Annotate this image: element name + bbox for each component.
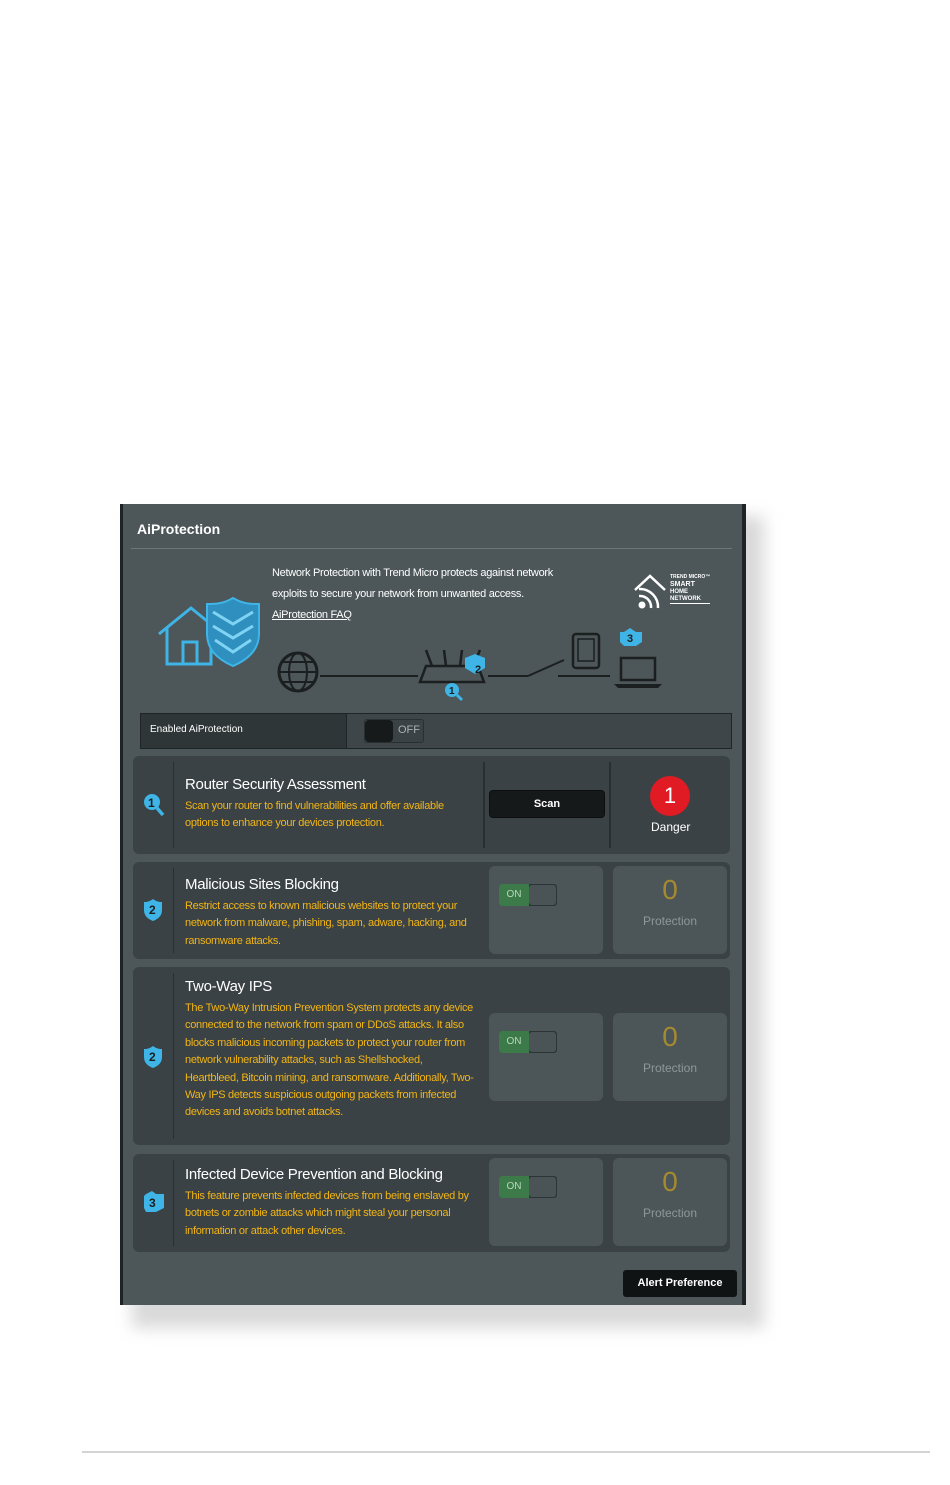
svg-text:3: 3 <box>627 633 634 645</box>
svg-text:1: 1 <box>148 796 155 810</box>
protection-stat-box <box>613 1158 727 1246</box>
svg-text:2: 2 <box>475 664 482 676</box>
infected-device-prevention-card <box>133 1154 730 1252</box>
tablet-icon <box>573 634 599 668</box>
svg-text:2: 2 <box>149 1050 156 1064</box>
infected-device-toggle[interactable] <box>499 1176 557 1198</box>
svg-text:3: 3 <box>149 1196 156 1210</box>
feature-description: The Two-Way Intrusion Prevention System protects any device connected to the network from spam or DDoS attacks. It also blocks malicious incoming packets to protect your router from network vulnerability attacks, such as Shellshocked, Heartbleed, Bitcoin mining, and ransomware. Additionally, Two-Way IPS detects suspicious outgoing packets from infected devices and avoids botnet attacks. <box>185 1002 474 1119</box>
protection-label: Protection <box>642 1061 698 1075</box>
device-badge-icon <box>142 1190 166 1214</box>
column-divider <box>609 762 611 848</box>
logo-line-1: TREND MICRO™ <box>670 574 711 580</box>
toggle-knob <box>529 1177 556 1197</box>
intro-text <box>272 563 602 626</box>
enable-aiprotection-toggle[interactable] <box>364 719 424 743</box>
card-divider <box>173 1160 174 1246</box>
svg-text:2: 2 <box>149 903 156 917</box>
network-diagram <box>268 622 668 704</box>
page-footer-divider <box>82 1451 930 1453</box>
toggle-box <box>489 1013 603 1101</box>
toggle-box <box>489 1158 603 1246</box>
logo-text <box>670 574 710 604</box>
protection-stat-box <box>613 866 727 954</box>
enable-aiprotection-row <box>140 713 732 749</box>
laptop-icon <box>614 658 662 688</box>
card-divider <box>173 762 174 848</box>
two-way-ips-card <box>133 967 730 1145</box>
page-title: AiProtection <box>137 521 221 537</box>
svg-text:1: 1 <box>449 686 455 697</box>
toggle-state: ON <box>499 1176 529 1198</box>
feature-description: This feature prevents infected devices from being enslaved by botnets or zombie attacks which might steal your personal information or attack other devices. <box>185 1190 469 1237</box>
title-divider <box>131 548 732 549</box>
feature-title: Infected Device Prevention and Blocking <box>185 1166 443 1183</box>
protection-label: Protection <box>642 1206 698 1220</box>
device-badge-icon <box>620 628 642 646</box>
toggle-knob <box>365 720 393 742</box>
toggle-knob <box>529 885 556 905</box>
card-divider <box>173 868 174 953</box>
toggle-state: OFF <box>398 724 420 736</box>
faq-link[interactable]: AiProtection FAQ <box>272 609 352 621</box>
malicious-sites-blocking-card <box>133 862 730 959</box>
card-divider <box>173 973 174 1139</box>
logo-line-2: SMART <box>670 581 695 588</box>
intro-line-1: Network Protection with Trend Micro protects against network <box>272 567 553 579</box>
two-way-ips-toggle[interactable] <box>499 1031 557 1053</box>
feature-title: Two-Way IPS <box>185 978 272 995</box>
column-divider <box>483 762 485 848</box>
house-shield-icon <box>153 594 263 670</box>
alert-preference-button[interactable]: Alert Preference <box>623 1270 737 1297</box>
aiprotection-panel <box>120 504 746 1305</box>
intro-line-2: exploits to secure your network from unwanted access. <box>272 588 524 600</box>
malicious-sites-toggle[interactable] <box>499 884 557 906</box>
feature-title: Router Security Assessment <box>185 776 366 793</box>
toggle-box <box>489 866 603 954</box>
home-wifi-icon <box>633 572 667 612</box>
trend-micro-logo <box>633 570 718 614</box>
feature-title: Malicious Sites Blocking <box>185 876 339 893</box>
toggle-state: ON <box>499 1031 529 1053</box>
protection-stat-box <box>613 1013 727 1101</box>
danger-count-badge: 1 <box>650 776 690 816</box>
logo-line-4: NETWORK <box>670 596 710 604</box>
toggle-knob <box>529 1032 556 1052</box>
enable-aiprotection-label: Enabled AiProtection <box>141 714 347 748</box>
router-security-assessment-card <box>133 756 730 854</box>
scan-badge-icon <box>142 792 166 818</box>
protection-count: 0 <box>662 1021 678 1052</box>
protection-count: 0 <box>662 1166 678 1197</box>
protection-count: 0 <box>662 874 678 905</box>
protection-label: Protection <box>642 914 698 928</box>
danger-label: Danger <box>651 820 691 834</box>
internet-badge-icon <box>465 654 485 676</box>
globe-icon <box>279 653 317 691</box>
logo-line-3: HOME <box>670 589 688 595</box>
shield-badge-icon <box>142 898 164 922</box>
router-scan-badge-icon <box>445 683 462 700</box>
shield-badge-icon <box>142 1045 164 1069</box>
toggle-state: ON <box>499 884 529 906</box>
feature-description: Scan your router to find vulnerabilities and offer available options to enhance your devices protection. <box>185 800 444 830</box>
scan-button[interactable]: Scan <box>489 790 605 818</box>
feature-description: Restrict access to known malicious websites to protect your network from malware, phishing, spam, adware, hacking, and ransomware attacks. <box>185 900 467 947</box>
